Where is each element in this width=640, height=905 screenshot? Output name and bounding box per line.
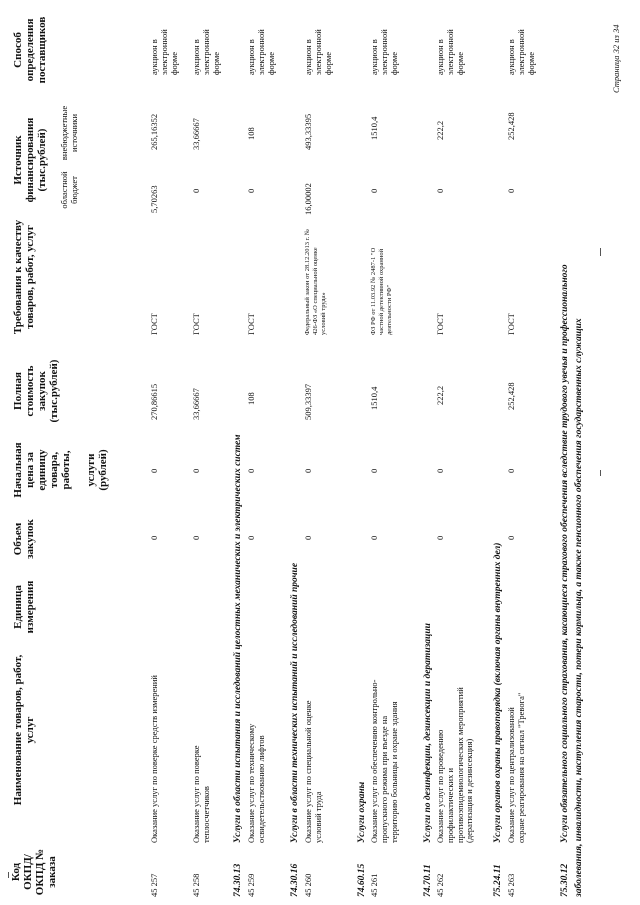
row-code: 45 261 bbox=[369, 873, 379, 897]
row-code: 45 263 bbox=[506, 873, 516, 897]
row-funding-extra: 493,33395 bbox=[303, 113, 313, 150]
row-volume: 0 bbox=[506, 535, 516, 540]
row-price: 0 bbox=[506, 468, 516, 473]
row-method: аукцион в электронной форме bbox=[149, 29, 179, 75]
row-price: 0 bbox=[191, 468, 201, 473]
row-price: 0 bbox=[246, 468, 256, 473]
row-volume: 0 bbox=[369, 535, 379, 540]
header-funding: Источник финансирования (тыс.рублей) bbox=[12, 117, 49, 203]
section-title: Услуги в области технических испытаний и исследований прочие bbox=[290, 562, 300, 843]
row-method: аукцион в электронной форме bbox=[435, 29, 465, 75]
row-funding-regional: 5,70263 bbox=[149, 185, 159, 213]
section-code: 75.24.11 bbox=[493, 864, 503, 897]
footer-section-code: 75.30.12 bbox=[560, 863, 570, 897]
row-requirements: Федеральный закон от 28.12.2013 г. № 426-ФЗ «О специальной оценке условий труда» bbox=[304, 229, 328, 335]
scan-mark bbox=[8, 872, 9, 878]
row-volume: 0 bbox=[149, 535, 159, 540]
row-method: аукцион в электронной форме bbox=[506, 29, 536, 75]
row-total: 252,428 bbox=[506, 382, 516, 410]
section-title: Услуги органов охраны правопорядка (включая органы внутренних дел) bbox=[493, 542, 503, 843]
footer-section-line2: заболевания, инвалидности, наступления старости, потери кормильца, а также пенсионного обеспечения государственных служащих bbox=[574, 318, 584, 897]
section-code: 74.30.16 bbox=[290, 863, 300, 897]
scan-mark bbox=[600, 248, 601, 256]
row-total: 509,33397 bbox=[303, 383, 313, 420]
section-title: Услуги по дезинфекции, дезинсекции и дератизации bbox=[423, 623, 433, 843]
row-total: 222,2 bbox=[435, 385, 445, 405]
header-name: Наименование товаров, работ, услуг bbox=[12, 654, 37, 806]
row-requirements: ГОСТ bbox=[149, 313, 159, 335]
row-funding-regional: 0 bbox=[435, 188, 445, 193]
row-requirements: ГОСТ bbox=[506, 313, 516, 335]
header-unit-price-main: Начальная цена за единицу товара, работы, bbox=[12, 442, 73, 498]
header-funding-regional: областной бюджет bbox=[59, 171, 79, 209]
row-requirements: ГОСТ bbox=[246, 313, 256, 335]
header-unit: Единица измерения bbox=[12, 580, 37, 634]
row-volume: 0 bbox=[191, 535, 201, 540]
row-price: 0 bbox=[303, 468, 313, 473]
row-funding-regional: 16,00002 bbox=[303, 183, 313, 215]
row-funding-extra: 108 bbox=[246, 127, 256, 140]
row-code: 45 258 bbox=[191, 873, 201, 897]
row-funding-extra: 265,16352 bbox=[149, 113, 159, 150]
page-number: Страница 32 из 34 bbox=[611, 24, 621, 93]
header-volume: Объем закупок bbox=[12, 519, 37, 559]
header-unit-price bbox=[12, 435, 109, 505]
row-total: 1510,4 bbox=[369, 386, 379, 410]
row-code: 45 259 bbox=[246, 873, 256, 897]
row-funding-regional: 0 bbox=[246, 188, 256, 193]
row-funding-extra: 222,2 bbox=[435, 120, 445, 140]
scan-mark bbox=[600, 470, 601, 476]
row-requirements: ГОСТ bbox=[435, 313, 445, 335]
row-price: 0 bbox=[149, 468, 159, 473]
row-name: Оказание услуг по поверке средств измерений bbox=[149, 675, 159, 843]
section-code: 74.30.13 bbox=[233, 863, 243, 897]
row-total: 33,66667 bbox=[191, 388, 201, 420]
row-volume: 0 bbox=[246, 535, 256, 540]
row-funding-regional: 0 bbox=[191, 188, 201, 193]
row-requirements: ГОСТ bbox=[191, 313, 201, 335]
row-code: 45 260 bbox=[303, 873, 313, 897]
row-funding-extra: 252,428 bbox=[506, 112, 516, 140]
row-name: Оказание услуг по специальной оценке условий труда bbox=[303, 700, 323, 843]
row-funding-extra: 1510,4 bbox=[369, 116, 379, 140]
row-volume: 0 bbox=[435, 535, 445, 540]
row-funding-extra: 33,66667 bbox=[191, 118, 201, 150]
row-name: Оказание услуг по техническому освидетельствованию лифтов bbox=[246, 723, 266, 843]
row-name: Оказание услуг по централизованной охране реагирования на сигнал "Тревога" bbox=[506, 692, 526, 843]
section-title: Услуги в области испытания и исследований целостных механических и электрических систем bbox=[233, 434, 243, 843]
row-total: 270,86615 bbox=[149, 383, 159, 420]
section-title: Услуги охраны bbox=[357, 781, 367, 843]
row-method: аукцион в электронной форме bbox=[369, 29, 399, 75]
row-method: аукцион в электронной форме bbox=[191, 29, 221, 75]
header-requirements: Требования к качеству товаров, работ, услуг bbox=[12, 219, 37, 335]
row-funding-regional: 0 bbox=[369, 188, 379, 193]
row-method: аукцион в электронной форме bbox=[303, 29, 333, 75]
row-price: 0 bbox=[435, 468, 445, 473]
header-total: Полная стоимость закупок (тыс.рублей) bbox=[12, 359, 61, 423]
footer-section-line1: Услуги обязательного социального страхования, касающиеся страхового обеспечения вследствие трудового увечья и профессионального bbox=[560, 264, 570, 843]
row-name: Оказание услуг по поверке теплосчетчиков bbox=[191, 745, 211, 843]
row-requirements: ФЗ РФ от 11.03.92 № 2487-1 "О частной детективной охранной деятельности РФ" bbox=[370, 247, 394, 335]
section-code: 74.60.15 bbox=[357, 863, 367, 897]
row-method: аукцион в электронной форме bbox=[246, 29, 276, 75]
row-price: 0 bbox=[369, 468, 379, 473]
row-funding-regional: 0 bbox=[506, 188, 516, 193]
header-unit-price-sub: услуги (рублей) bbox=[84, 449, 109, 491]
row-code: 45 257 bbox=[149, 873, 159, 897]
header-code: Код ОКПД/ ОКПД № заказа bbox=[10, 848, 59, 896]
header-funding-extra: внебюджетные источники bbox=[59, 105, 79, 161]
row-total: 108 bbox=[246, 392, 256, 405]
row-code: 45 262 bbox=[435, 873, 445, 897]
row-volume: 0 bbox=[303, 535, 313, 540]
section-code: 74.70.11 bbox=[423, 864, 433, 897]
row-name: Оказание услуг по проведению профилактических и противоэпидемиологических мероприятий (дератизация и дезинсекция) bbox=[435, 687, 475, 843]
header-method: Способ определения поставщиков bbox=[12, 16, 49, 84]
row-name: Оказание услуг по обеспечению контрольно-пропускного режима при въезде на территорию больницы и охране здания bbox=[369, 679, 399, 843]
